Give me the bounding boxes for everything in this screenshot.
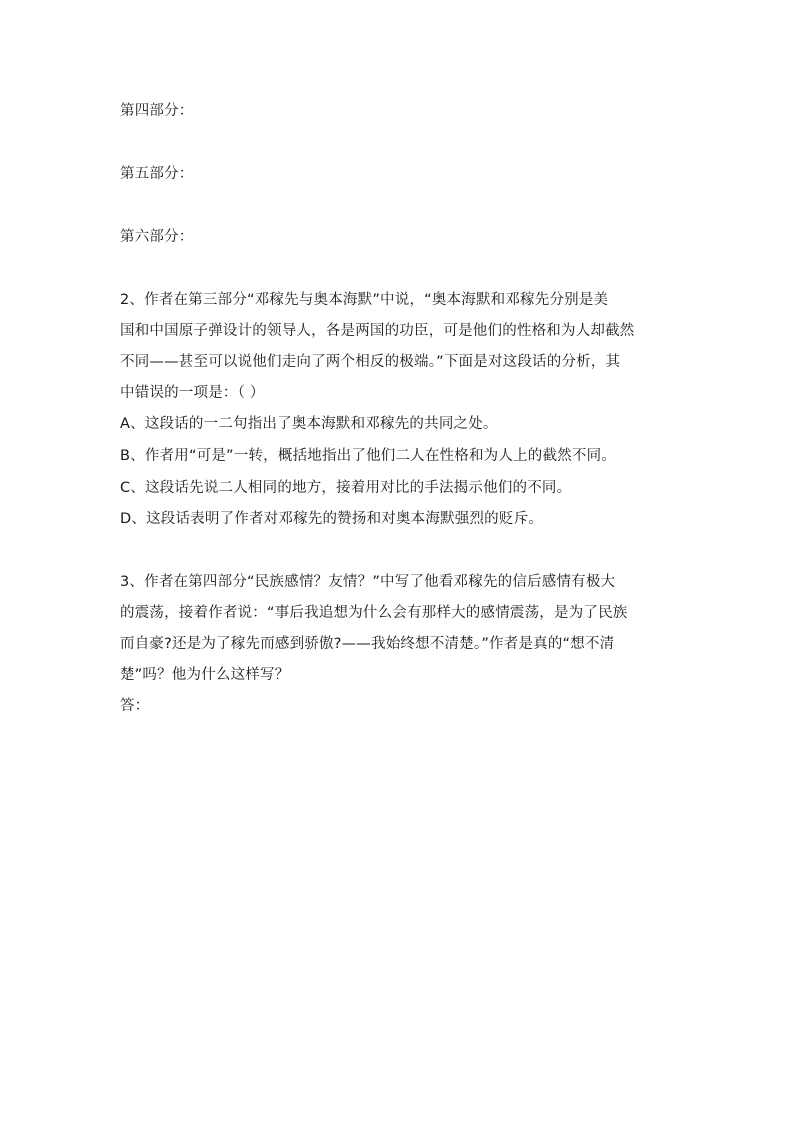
section-part6-label: 第六部分： bbox=[120, 229, 194, 245]
question-3-line-2: 的震荡，接着作者说：“事后我追想为什么会有那样大的感情震荡，是为了民族 bbox=[120, 605, 628, 621]
question-2-line-4: 中错误的一项是：（ ） bbox=[120, 385, 265, 401]
question-3-answer-label: 答： bbox=[120, 698, 150, 714]
question-2-option-c: C、这段话先说二人相同的地方，接着用对比的手法揭示他们的不同。 bbox=[120, 480, 572, 496]
question-2-line-3: 不同——甚至可以说他们走向了两个相反的极端。”下面是对这段话的分析，其 bbox=[120, 354, 621, 370]
question-3-line-1: 3、作者在第四部分“民族感情？友情？”中写了他看邓稼先的信后感情有极大 bbox=[120, 574, 616, 590]
question-3-line-3: 而自豪?还是为了稼先而感到骄傲?——我始终想不清楚。”作者是真的“想不清 bbox=[120, 636, 615, 652]
question-2-option-b: B、作者用“可是”一转，概括地指出了他们二人在性格和为人上的截然不同。 bbox=[120, 448, 616, 464]
section-part5-label: 第五部分： bbox=[120, 166, 194, 182]
question-3-line-4: 楚”吗？他为什么这样写？ bbox=[120, 667, 290, 683]
section-part4-label: 第四部分： bbox=[120, 103, 194, 119]
question-2-option-a: A、这段话的一二句指出了奥本海默和邓稼先的共同之处。 bbox=[120, 416, 498, 432]
question-2-line-2: 国和中国原子弹设计的领导人，各是两国的功臣，可是他们的性格和为人却截然 bbox=[120, 323, 635, 339]
question-2-line-1: 2、作者在第三部分“邓稼先与奥本海默”中说，“奥本海默和邓稼先分别是美 bbox=[120, 292, 609, 308]
question-2-option-d: D、这段话表明了作者对邓稼先的赞扬和对奥本海默强烈的贬斥。 bbox=[120, 511, 543, 527]
